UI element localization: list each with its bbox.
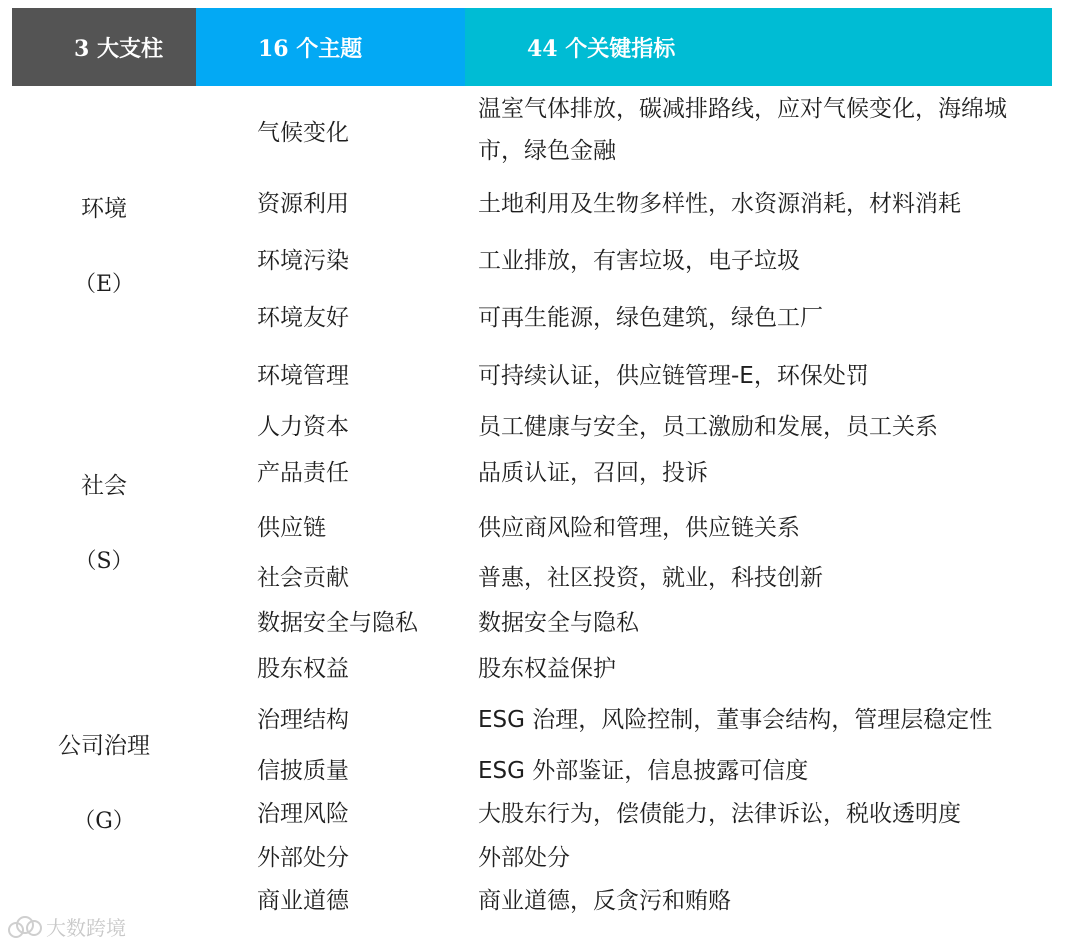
pillar-code: （E）: [73, 272, 135, 297]
indicator-cell: 股东权益保护: [478, 656, 616, 682]
indicator-cell: 土地利用及生物多样性，水资源消耗，材料消耗: [478, 191, 961, 217]
topic-cell: 产品责任: [257, 460, 349, 486]
indicator-cell: 员工健康与安全，员工激励和发展，员工关系: [478, 414, 938, 440]
pillar-code: （G）: [73, 809, 135, 834]
topic-cell: 供应链: [257, 515, 326, 541]
indicator-cell: 温室气体排放，碳减排路线，应对气候变化，海绵城市，绿色金融: [478, 96, 1007, 164]
topic-cell: 信披质量: [257, 758, 349, 784]
topic-cell: 治理风险: [257, 801, 349, 827]
topic-cell: 商业道德: [257, 888, 349, 914]
topic-cell: 环境友好: [257, 305, 349, 331]
watermark: [8, 912, 126, 941]
pillar-name: 公司治理: [58, 733, 150, 759]
topic-cell: 环境管理: [257, 363, 349, 389]
indicator-cell: 供应商风险和管理，供应链关系: [478, 515, 800, 541]
indicator-cell: 品质认证，召回，投诉: [478, 460, 708, 486]
indicator-cell: 普惠，社区投资，就业，科技创新: [478, 565, 823, 591]
topic-cell: 社会贡献: [257, 565, 349, 591]
indicator-cell: ESG 治理，风险控制，董事会结构，管理层稳定性: [478, 707, 993, 733]
indicator-cell: 商业道德，反贪污和贿赂: [478, 888, 731, 914]
header-topics: 16 个主题: [196, 8, 465, 86]
pillar-social: [12, 467, 196, 575]
pillar-governance: [12, 727, 196, 835]
indicator-cell: 可持续认证，供应链管理-E，环保处罚: [478, 363, 869, 389]
indicator-cell: 可再生能源，绿色建筑，绿色工厂: [478, 305, 823, 331]
topic-cell: 资源利用: [257, 191, 349, 217]
header-indicators: 44 个关键指标: [465, 8, 1052, 86]
pillar-code: （S）: [74, 549, 134, 574]
table-header: [12, 8, 1052, 86]
indicator-cell: 外部处分: [478, 845, 570, 871]
topic-cell: 股东权益: [257, 656, 349, 682]
topic-cell: 人力资本: [257, 414, 349, 440]
indicator-cell: 工业排放，有害垃圾，电子垃圾: [478, 248, 800, 274]
indicator-cell: 大股东行为，偿债能力，法律诉讼，税收透明度: [478, 801, 961, 827]
topic-cell: 环境污染: [257, 248, 349, 274]
topic-cell: 气候变化: [257, 120, 349, 146]
pillar-environment: [12, 190, 196, 298]
topic-cell: 外部处分: [257, 845, 349, 871]
cloud-logo-icon: [8, 916, 42, 938]
topic-cell: 治理结构: [257, 707, 349, 733]
indicator-cell: 数据安全与隐私: [478, 610, 639, 636]
header-pillars: 3 大支柱: [12, 8, 196, 86]
watermark-text: 大数跨境: [46, 916, 126, 940]
topic-cell: 数据安全与隐私: [257, 610, 418, 636]
pillar-name: 社会: [81, 473, 127, 499]
indicator-cell: ESG 外部鉴证，信息披露可信度: [478, 758, 809, 784]
pillar-name: 环境: [81, 196, 127, 222]
